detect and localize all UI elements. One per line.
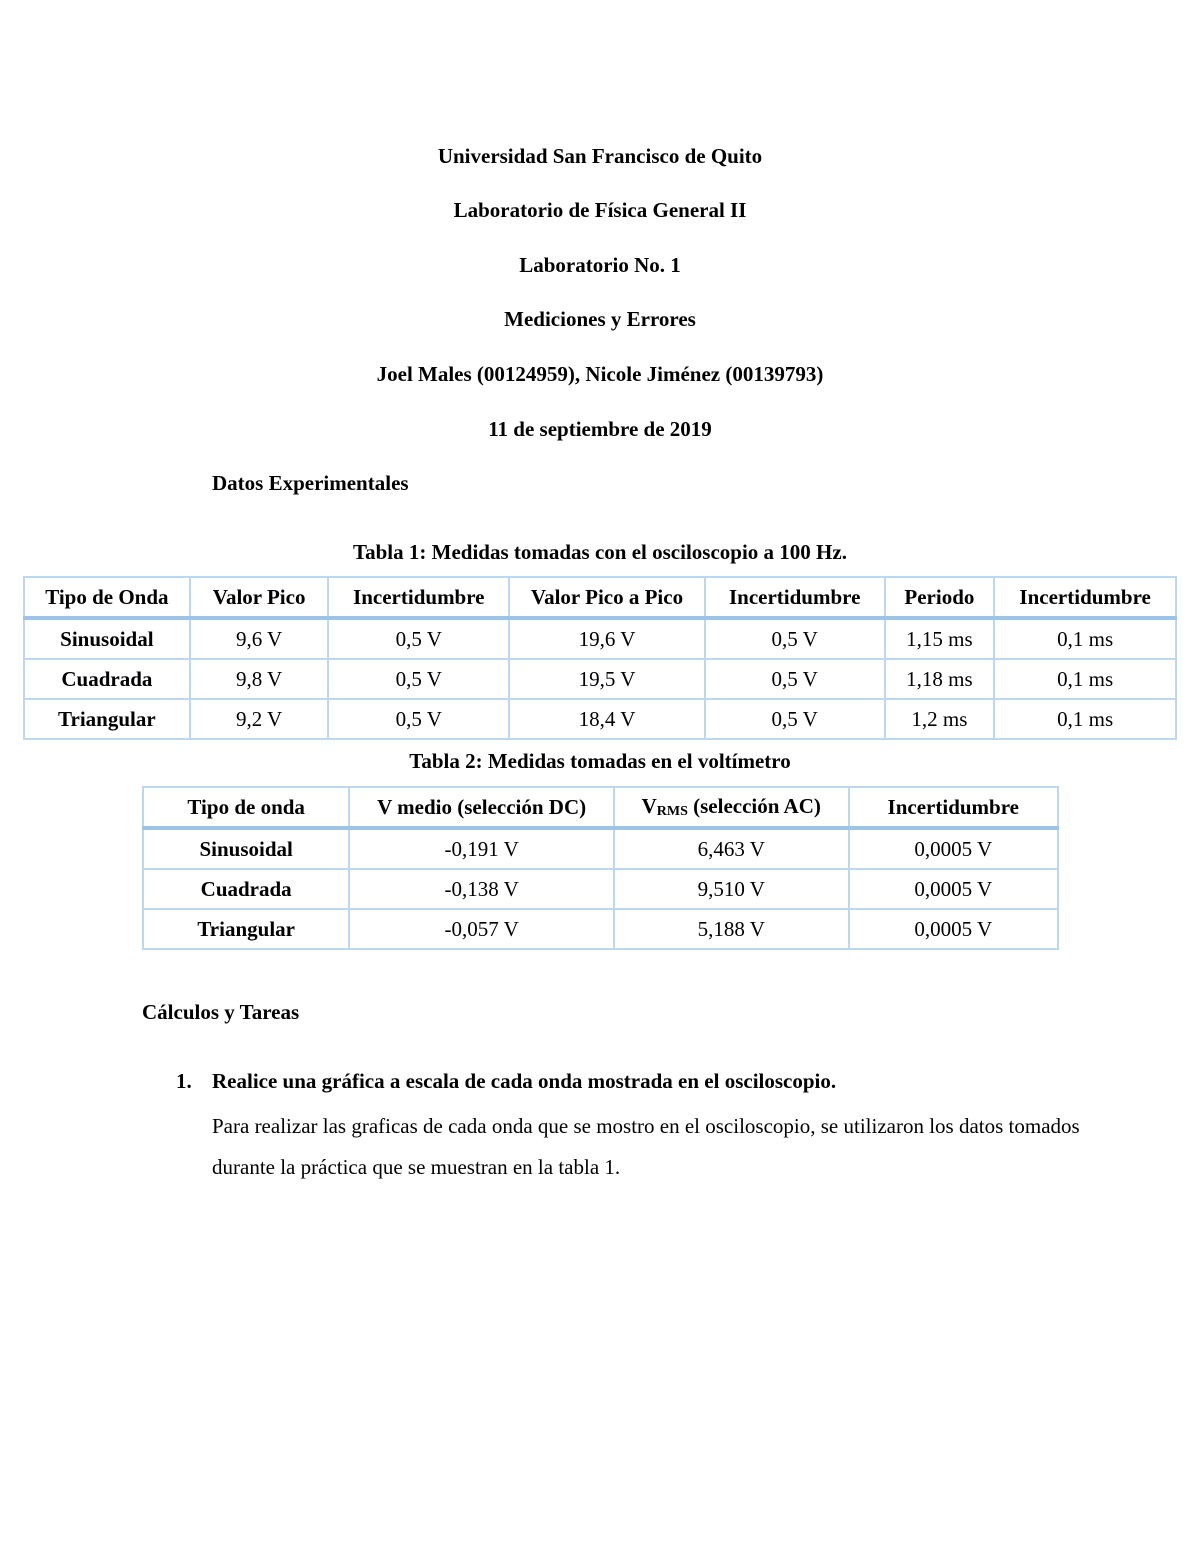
table-cell: -0,057 V	[349, 909, 614, 949]
row-header: Triangular	[143, 909, 349, 949]
task-1-body: Para realizar las graficas de cada onda que se mostro en el osciloscopio, se utilizaron los datos tomados durante la práctica que se muestran en la tabla 1.	[212, 1114, 1080, 1179]
table-cell: 0,1 ms	[994, 659, 1176, 699]
title-date: 11 de septiembre de 2019	[488, 417, 712, 441]
table-cell: 1,15 ms	[885, 618, 995, 659]
table-row	[143, 828, 1058, 869]
vrms-symbol: V	[641, 794, 657, 818]
table-cell: 0,5 V	[328, 618, 509, 659]
table-cell: 9,510 V	[614, 869, 849, 909]
row-header: Sinusoidal	[24, 618, 190, 659]
title-lab-number: Laboratorio No. 1	[519, 253, 681, 277]
table-cell: 0,0005 V	[849, 828, 1058, 869]
table-row	[143, 869, 1058, 909]
table-cell: 19,5 V	[509, 659, 705, 699]
table-row	[143, 909, 1058, 949]
column-header: Periodo	[885, 577, 995, 618]
task-title: Realice una gráfica a escala de cada onda mostrada en el osciloscopio.	[212, 1069, 837, 1093]
table-cell: 0,5 V	[705, 659, 885, 699]
task-1-heading	[176, 1068, 836, 1094]
table-header-row	[143, 787, 1058, 828]
table-cell: 0,1 ms	[994, 699, 1176, 739]
title-authors: Joel Males (00124959), Nicole Jiménez (00139793)	[376, 362, 824, 386]
table-cell: 0,5 V	[328, 659, 509, 699]
title-course: Laboratorio de Física General II	[453, 198, 747, 222]
title-university: Universidad San Francisco de Quito	[437, 144, 763, 168]
table-cell: 9,2 V	[190, 699, 329, 739]
column-header: Tipo de Onda	[24, 577, 190, 618]
section-heading-experimental: Datos Experimentales	[212, 471, 409, 495]
table2-caption: Tabla 2: Medidas tomadas en el voltímetro	[409, 749, 791, 773]
table-cell: -0,191 V	[349, 828, 614, 869]
task-number: 1.	[176, 1069, 192, 1093]
table-cell: 0,5 V	[705, 618, 885, 659]
table-cell: 18,4 V	[509, 699, 705, 739]
table-row	[24, 618, 1176, 659]
row-header: Sinusoidal	[143, 828, 349, 869]
table-cell: 0,5 V	[705, 699, 885, 739]
section-heading-calculations: Cálculos y Tareas	[142, 1000, 300, 1024]
column-header: Valor Pico a Pico	[509, 577, 705, 618]
column-header: Valor Pico	[190, 577, 329, 618]
vrms-label-rest: (selección AC)	[687, 794, 821, 818]
table-cell: 0,0005 V	[849, 909, 1058, 949]
table-cell: 0,5 V	[328, 699, 509, 739]
table-row	[24, 659, 1176, 699]
column-header: Incertidumbre	[994, 577, 1176, 618]
table-oscilloscope-measurements	[23, 576, 1177, 740]
table-cell: -0,138 V	[349, 869, 614, 909]
table-cell: 19,6 V	[509, 618, 705, 659]
table-cell: 0,0005 V	[849, 869, 1058, 909]
column-header: Incertidumbre	[328, 577, 509, 618]
row-header: Cuadrada	[143, 869, 349, 909]
table-cell: 9,8 V	[190, 659, 329, 699]
table-header-row	[24, 577, 1176, 618]
table-row	[24, 699, 1176, 739]
table-cell: 0,1 ms	[994, 618, 1176, 659]
table-voltmeter-measurements	[142, 786, 1059, 950]
table-cell: 5,188 V	[614, 909, 849, 949]
table-cell: 9,6 V	[190, 618, 329, 659]
table-cell: 6,463 V	[614, 828, 849, 869]
table-cell: 1,2 ms	[885, 699, 995, 739]
column-header-vrms	[614, 787, 849, 828]
column-header: Incertidumbre	[705, 577, 885, 618]
column-header: V medio (selección DC)	[349, 787, 614, 828]
column-header: Tipo de onda	[143, 787, 349, 828]
vrms-subscript: RMS	[656, 804, 688, 819]
row-header: Triangular	[24, 699, 190, 739]
table-cell: 1,18 ms	[885, 659, 995, 699]
title-lab-title: Mediciones y Errores	[504, 307, 696, 331]
column-header: Incertidumbre	[849, 787, 1058, 828]
table1-caption: Tabla 1: Medidas tomadas con el osciloscopio a 100 Hz.	[353, 540, 847, 564]
row-header: Cuadrada	[24, 659, 190, 699]
